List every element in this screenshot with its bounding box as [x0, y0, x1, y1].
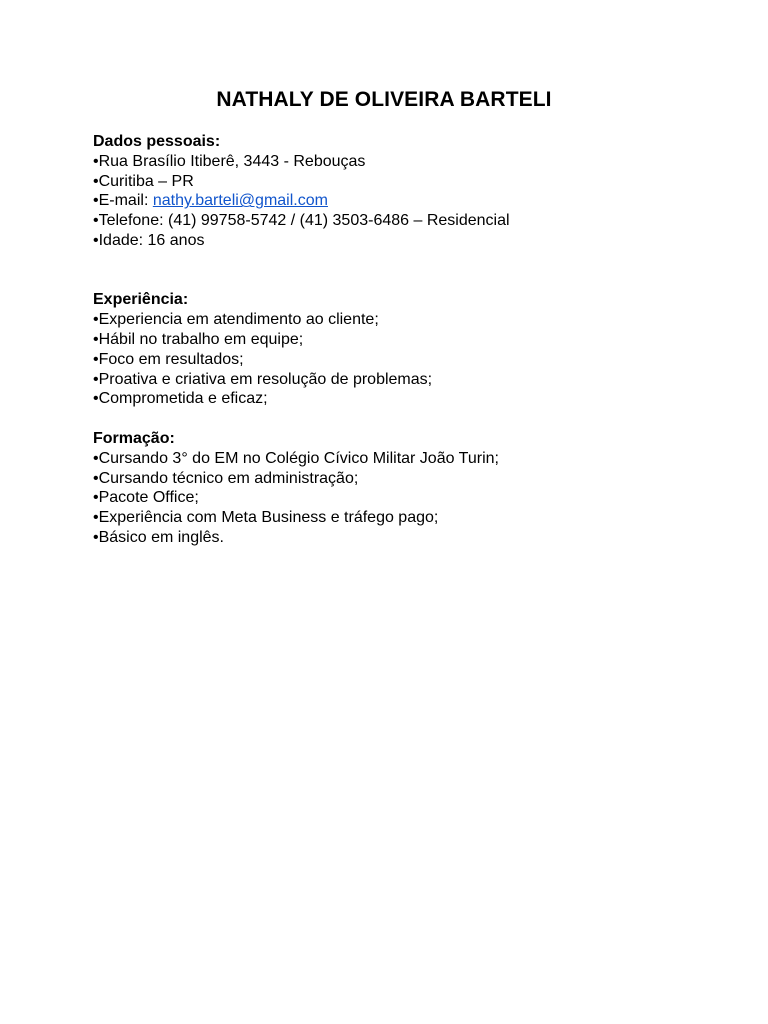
education-section [93, 429, 713, 548]
list-item: •Cursando 3° do EM no Colégio Cívico Militar João Turin; [93, 449, 499, 467]
experience-section [93, 290, 713, 409]
list-item: •Básico em inglês. [93, 528, 224, 546]
list-item: •Experiencia em atendimento ao cliente; [93, 311, 379, 329]
education-heading: Formação: [93, 429, 175, 447]
list-item: •Foco em resultados; [93, 350, 244, 368]
list-item: •Comprometida e eficaz; [93, 390, 268, 408]
email-link[interactable]: nathy.barteli@gmail.com [152, 192, 328, 210]
section-spacer [93, 409, 713, 429]
email-label: •E-mail: [93, 192, 153, 210]
email-line [93, 191, 713, 211]
list-item: •Hábil no trabalho em equipe; [93, 330, 304, 348]
list-item: •Proativa e criativa em resolução de problemas; [93, 370, 433, 388]
section-spacer [93, 251, 713, 291]
list-item: •Cursando técnico em administração; [93, 469, 359, 487]
experience-heading: Experiência: [93, 291, 189, 309]
list-item: •Experiência com Meta Business e tráfego pago; [93, 509, 439, 527]
personal-heading: Dados pessoais: [93, 133, 221, 150]
resume-body [93, 132, 713, 548]
phone-line: •Telefone: (41) 99758-5742 / (41) 3503-6486 – Residencial [93, 212, 510, 230]
list-item: •Pacote Office; [93, 489, 199, 507]
personal-section [93, 132, 713, 251]
city-line: •Curitiba – PR [93, 172, 194, 190]
address-line: •Rua Brasílio Itiberê, 3443 - Rebouças [93, 152, 366, 170]
age-line: •Idade: 16 anos [93, 231, 205, 249]
resume-name: NATHALY DE OLIVEIRA BARTELI [216, 88, 552, 111]
